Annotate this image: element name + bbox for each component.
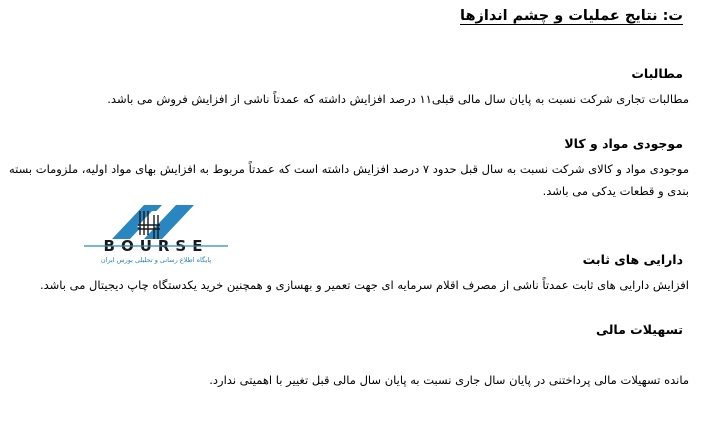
bourse-logo-graphic xyxy=(82,199,230,265)
logo-tagline: پایگاه اطلاع رسانی و تحلیلی بورس ایران xyxy=(100,256,212,264)
section-heading-receivables: مطالبات xyxy=(631,66,683,81)
page-title: ت: نتایج عملیات و چشم اندازها xyxy=(460,8,683,24)
section-heading-financial-facilities: تسهیلات مالی xyxy=(596,322,683,337)
section-heading-inventory: موجودی مواد و کالا xyxy=(564,136,683,151)
section-body-inventory: موجودی مواد و کالای شرکت نسبت به سال قبل حدود ۷ درصد افزایش داشته است که عمدتاً مربوط به افزایش بهای مواد اولیه، ملزومات بسته بندی و قطعات یدکی می باشد. xyxy=(9,162,689,198)
section-body-financial-facilities: مانده تسهیلات مالی پرداختنی در پایان سال جاری نسبت به پایان سال مالی قبل تغییر با اهمیتی ندارد. xyxy=(209,373,689,387)
logo-wordmark: BOURSE xyxy=(103,237,209,255)
section-heading-fixed-assets: دارایی های ثابت xyxy=(582,252,683,267)
section-body-receivables: مطالبات تجاری شرکت نسبت به پایان سال مالی قبلی۱۱ درصد افزایش داشته که عمدتاً ناشی از افزایش فروش می باشد. xyxy=(107,92,689,106)
section-body-fixed-assets: افزایش دارایی های ثابت عمدتاً ناشی از مصرف اقلام سرمایه ای جهت تعمیر و بهسازی و همچنین خرید یکدستگاه چاپ دیجیتال می باشد. xyxy=(39,278,689,292)
bourse-logo xyxy=(82,199,230,265)
